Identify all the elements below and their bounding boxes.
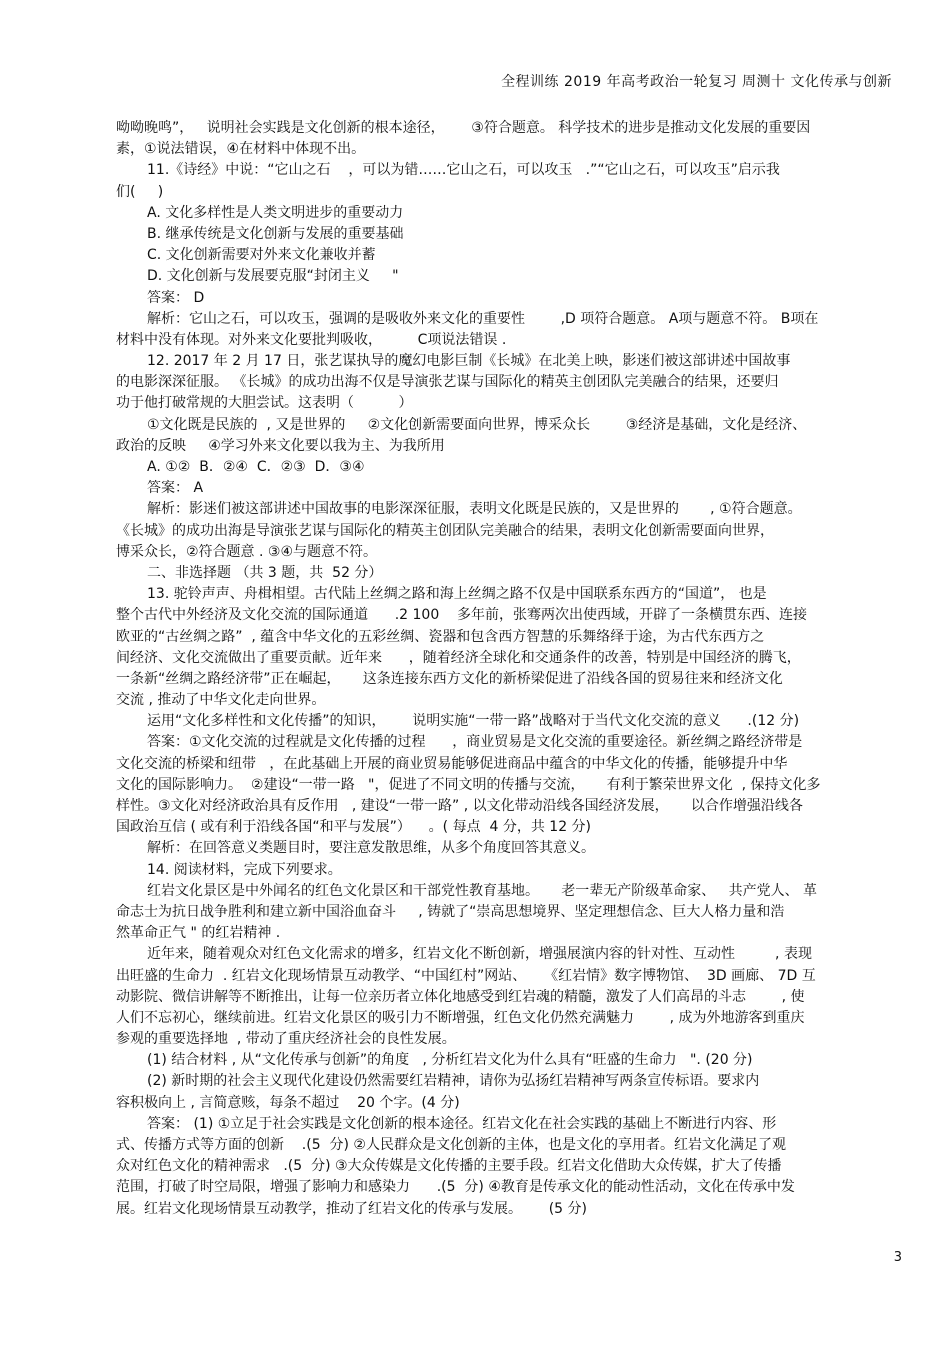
text-line: 容积极向上 , 言简意赅，每条不超过 20 个字。(4 分)	[116, 1094, 460, 1111]
text-line: 解析：影迷们被这部讲述中国故事的电影深深征服，表明文化既是民族的，又是世界的 , ①符合题意。	[147, 501, 802, 518]
text-line: 红岩文化景区是中外闻名的红色文化景区和干部党性教育基地。 老一辈无产阶级革命家、 共产党人、 革	[147, 882, 818, 899]
text-line: 然革命正气 " 的红岩精神 .	[116, 925, 281, 942]
text-line: ①文化既是民族的 , 又是世界的 ②文化创新需要面向世界，博采众长 ③经济是基础，文化是经济、	[147, 416, 807, 433]
text-line: 出旺盛的生命力 . 红岩文化现场情景互动教学、“中国红村”网站、 《红岩情》数字博物馆、 3D 画廊、 7D 互	[116, 967, 816, 984]
text-line: 欧亚的“古丝绸之路” , 蕴含中华文化的五彩丝绸、瓷器和包含西方智慧的乐舞络绎于途，为古代东西方之	[116, 628, 765, 645]
text-line: (1) 结合材料 , 从“文化传承与创新”的角度 , 分析红岩文化为什么具有“旺盛的生命力 ". (20 分)	[147, 1052, 753, 1069]
text-line: C. 文化创新需要对外来文化兼收并蓄	[147, 247, 376, 264]
text-line: 范围，打破了时空局限，增强了影响力和感染力 .(5 分) ④教育是传承文化的能动性活动，文化在传承中发	[116, 1179, 795, 1196]
text-line: 众对红色文化的精神需求 .(5 分) ③大众传媒是文化传播的主要手段。红岩文化借助大众传媒，扩大了传播	[116, 1158, 782, 1175]
text-line: 14. 阅读材料，完成下列要求。	[147, 861, 342, 878]
text-line: 人们不忘初心，继续前进。红岩文化景区的吸引力不断增强，红色文化仍然充满魅力 , 成为外地游客到重庆	[116, 1009, 805, 1026]
text-line: 答案： (1) ①立足于社会实践是文化创新的根本途径。红岩文化在社会实践的基础上不断进行内容、形	[147, 1115, 777, 1132]
text-line: 政治的反映 ④学习外来文化要以我为主、为我所用	[116, 437, 445, 454]
text-line: 解析：它山之石，可以攻玉，强调的是吸收外来文化的重要性 ,D 项符合题意。 A项与题意不符。 B项在	[147, 310, 819, 327]
text-line: 功于他打破常规的大胆尝试。这表明（ ）	[116, 395, 413, 412]
text-line: 11.《诗经》中说：“它山之石 ，可以为错……它山之石，可以攻玉 .”“它山之石，可以攻玉”启示我	[147, 162, 780, 179]
text-line: 参观的重要选择地 , 带动了重庆经济社会的良性发展。	[116, 1031, 456, 1048]
text-line: 答案： D	[147, 289, 205, 306]
text-line: 间经济、文化交流做出了重要贡献。近年来 ，随着经济全球化和交通条件的改善，特别是中国经济的腾飞，	[116, 649, 801, 666]
text-line: 一条新“丝绸之路经济带”正在崛起， 这条连接东西方文化的新桥梁促进了沿线各国的贸易往来和经济文化	[116, 670, 783, 687]
text-line: 动影院、微信讲解等不断推出，让每一位亲历者立体化地感受到红岩魂的精髓，激发了人们高昂的斗志 , 使	[116, 988, 805, 1005]
document-body	[116, 118, 896, 1220]
text-line: 展。红岩文化现场情景互动教学，推动了红岩文化的传承与发展。 (5 分)	[116, 1200, 587, 1217]
text-line: 运用“文化多样性和文化传播”的知识， 说明实施“一带一路”战略对于当代文化交流的意义 .(12 分)	[147, 713, 800, 730]
text-line: 《长城》的成功出海是导演张艺谋与国际化的精英主创团队完美融合的结果，表明文化创新需要面向世界，	[116, 522, 774, 539]
text-line: B. 继承传统是文化创新与发展的重要基础	[147, 225, 404, 242]
page-header: 全程训练 2019 年高考政治一轮复习 周测十 文化传承与创新	[501, 74, 892, 90]
text-line: 样性。③文化对经济政治具有反作用 , 建设“一带一路” , 以文化带动沿线各国经济发展， 以合作增强沿线各	[116, 798, 803, 814]
text-line: 文化的国际影响力。 ②建设“一带一路 "，促进了不同文明的传播与交流， 有利于繁荣世界文化 , 保持文化多	[116, 776, 821, 793]
text-line: 答案： A	[147, 480, 204, 497]
text-line: D. 文化创新与发展要克服“封闭主义 "	[147, 268, 399, 285]
text-line: 式、传播方式等方面的创新 .(5 分) ②人民群众是文化创新的主体，也是文化的享用者。红岩文化满足了观	[116, 1137, 786, 1153]
text-line: 的电影深深征服。 《长城》的成功出海不仅是导演张艺谋与国际化的精英主创团队完美融合的结果，还要归	[116, 374, 779, 391]
text-line: 文化交流的桥梁和纽带 ，在此基础上开展的商业贸易能够促进商品中蕴含的中华文化的传播，能够提升中华	[116, 755, 788, 772]
page-number: 3	[893, 1250, 902, 1265]
text-line: 解析：在回答意义类题目时，要注意发散思维，从多个角度回答其意义。	[147, 840, 595, 857]
text-line: 答案：①文化交流的过程就是文化传播的过程 ，商业贸易是文化交流的重要途径。新丝绸之路经济带是	[147, 734, 803, 751]
text-line: A. ①② B．②④ C．②③ D．③④	[147, 459, 365, 475]
text-line: 12. 2017 年 2 月 17 日，张艺谋执导的魔幻电影巨制《长城》在北美上映，影迷们被这部讲述中国故事	[147, 353, 791, 370]
text-line: (2) 新时期的社会主义现代化建设仍然需要红岩精神，请你为弘扬红岩精神写两条宣传标语。要求内	[147, 1073, 760, 1090]
text-line: 命志士为抗日战争胜利和建立新中国浴血奋斗 , 铸就了“崇高思想境界、坚定理想信念、巨大人格力量和浩	[116, 903, 785, 920]
text-line: 交流 , 推动了中华文化走向世界。	[116, 692, 326, 709]
text-line: 二、非选择题 （共 3 题，共 52 分）	[147, 564, 383, 581]
text-line: 国政治互信 ( 或有利于沿线各国“和平与发展”） 。( 每点 4 分，共 12 分)	[116, 819, 592, 836]
text-line: 素，①说法错误，④在材料中体现不出。	[116, 141, 366, 158]
text-line: 13. 驼铃声声、舟楫相望。古代陆上丝绸之路和海上丝绸之路不仅是中国联系东西方的“国道”， 也是	[147, 586, 767, 603]
text-line: 近年来，随着观众对红色文化需求的增多，红岩文化不断创新，增强展演内容的针对性、互动性 , 表现	[147, 946, 812, 963]
text-line: 材料中没有体现。对外来文化要批判吸收， C项说法错误 .	[116, 331, 507, 348]
text-line: 博采众长，②符合题意 . ③④与题意不符。	[116, 543, 378, 560]
text-line: 呦呦晚鸣”， 说明社会实践是文化创新的根本途径， ③符合题意。 科学技术的进步是推动文化发展的重要因	[116, 120, 811, 136]
text-line: A. 文化多样性是人类文明进步的重要动力	[147, 204, 404, 221]
text-line: 们( )	[116, 183, 164, 200]
text-line: 整个古代中外经济及文化交流的国际通道 .2 100 多年前，张骞两次出使西域，开辟了一条横贯东西、连接	[116, 607, 808, 624]
